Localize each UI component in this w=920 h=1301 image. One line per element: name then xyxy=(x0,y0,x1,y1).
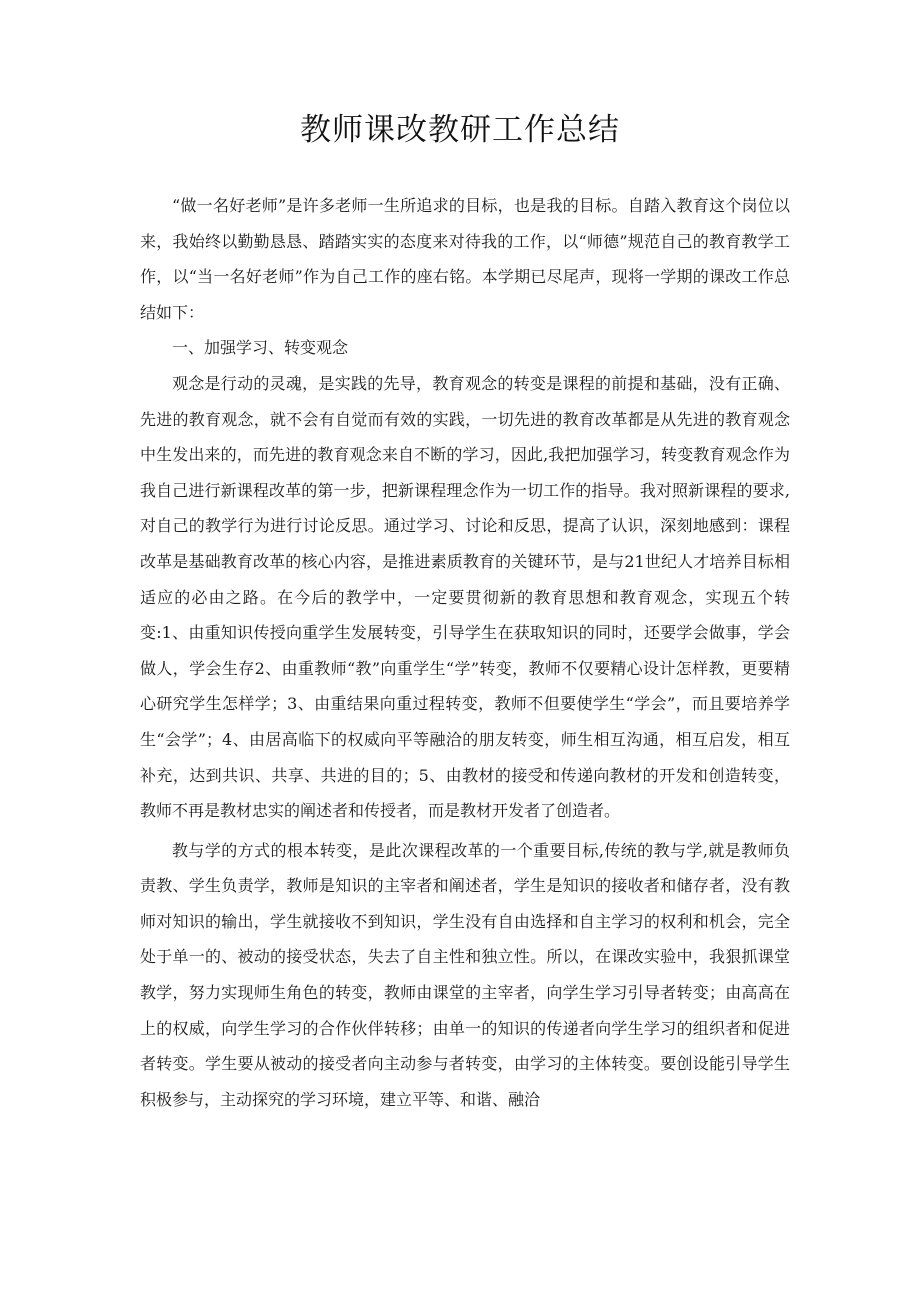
paragraph-concept: 观念是行动的灵魂，是实践的先导，教育观念的转变是课程的前提和基础，没有正确、先进的教育观念，就不会有自觉而有效的实践，一切先进的教育改革都是从先进的教育观念中生发出来的，而先进的教育观念来自不断的学习，因此,我把加强学习，转变教育观念作为我自己进行新课程改革的第一步，把新课程理念作为一切工作的指导。我对照新课程的要求,对自己的教学行为进行讨论反思。通过学习、讨论和反思，提高了认识，深刻地感到：课程改革是基础教育改革的核心内容，是推进素质教育的关键环节，是与21世纪人才培养目标相适应的必由之路。在今后的教学中，一定要贯彻新的教育思想和教育观念，实现五个转变:1、由重知识传授向重学生发展转变，引导学生在获取知识的同时，还要学会做事，学会做人，学会生存2、由重教师“教”向重学生“学”转变，教师不仅要精心设计怎样教，更要精心研究学生怎样学；3、由重结果向重过程转变，教师不但要使学生“学会”，而且要培养学生“会学”；4、由居高临下的权威向平等融洽的朋友转变，师生相互沟通，相互启发，相互补充，达到共识、共享、共进的目的；5、由教材的接受和传递向教材的开发和创造转变，教师不再是教材忠实的阐述者和传授者，而是教材开发者了创造者。 xyxy=(140,373,790,821)
document-title: 教师课改教研工作总结 xyxy=(300,112,620,148)
section-heading-1: 一、加强学习、转变观念 xyxy=(172,338,349,358)
paragraph-intro: “做一名好老师”是许多老师一生所追求的目标，也是我的目标。自踏入教育这个岗位以来，我始终以勤勤恳恳、踏踏实实的态度来对待我的工作，以“师德”规范自己的教育教学工作，以“当一名好老师”作为自己工作的座右铭。本学期已尽尾声，现将一学期的课改工作总结如下： xyxy=(140,196,790,322)
paragraph-teaching-methods: 教与学的方式的根本转变，是此次课程改革的一个重要目标,传统的教与学,就是教师负责教、学生负责学，教师是知识的主宰者和阐述者，学生是知识的接收者和储存者，没有教师对知识的输出，学生就接收不到知识，学生没有自由选择和自主学习的权利和机会，完全处于单一的、被动的接受状态，失去了自主性和独立性。所以，在课改实验中，我狠抓课堂教学，努力实现师生角色的转变，教师由课堂的主宰者，向学生学习引导者转变；由高高在上的权威，向学生学习的合作伙伴转移；由单一的知识的传递者向学生学习的组织者和促进者转变。学生要从被动的接受者向主动参与者转变，由学习的主体转变。要创设能引导学生积极参与，主动探究的学习环境，建立平等、和谐、融洽 xyxy=(140,840,790,1109)
document-body xyxy=(140,188,790,1117)
